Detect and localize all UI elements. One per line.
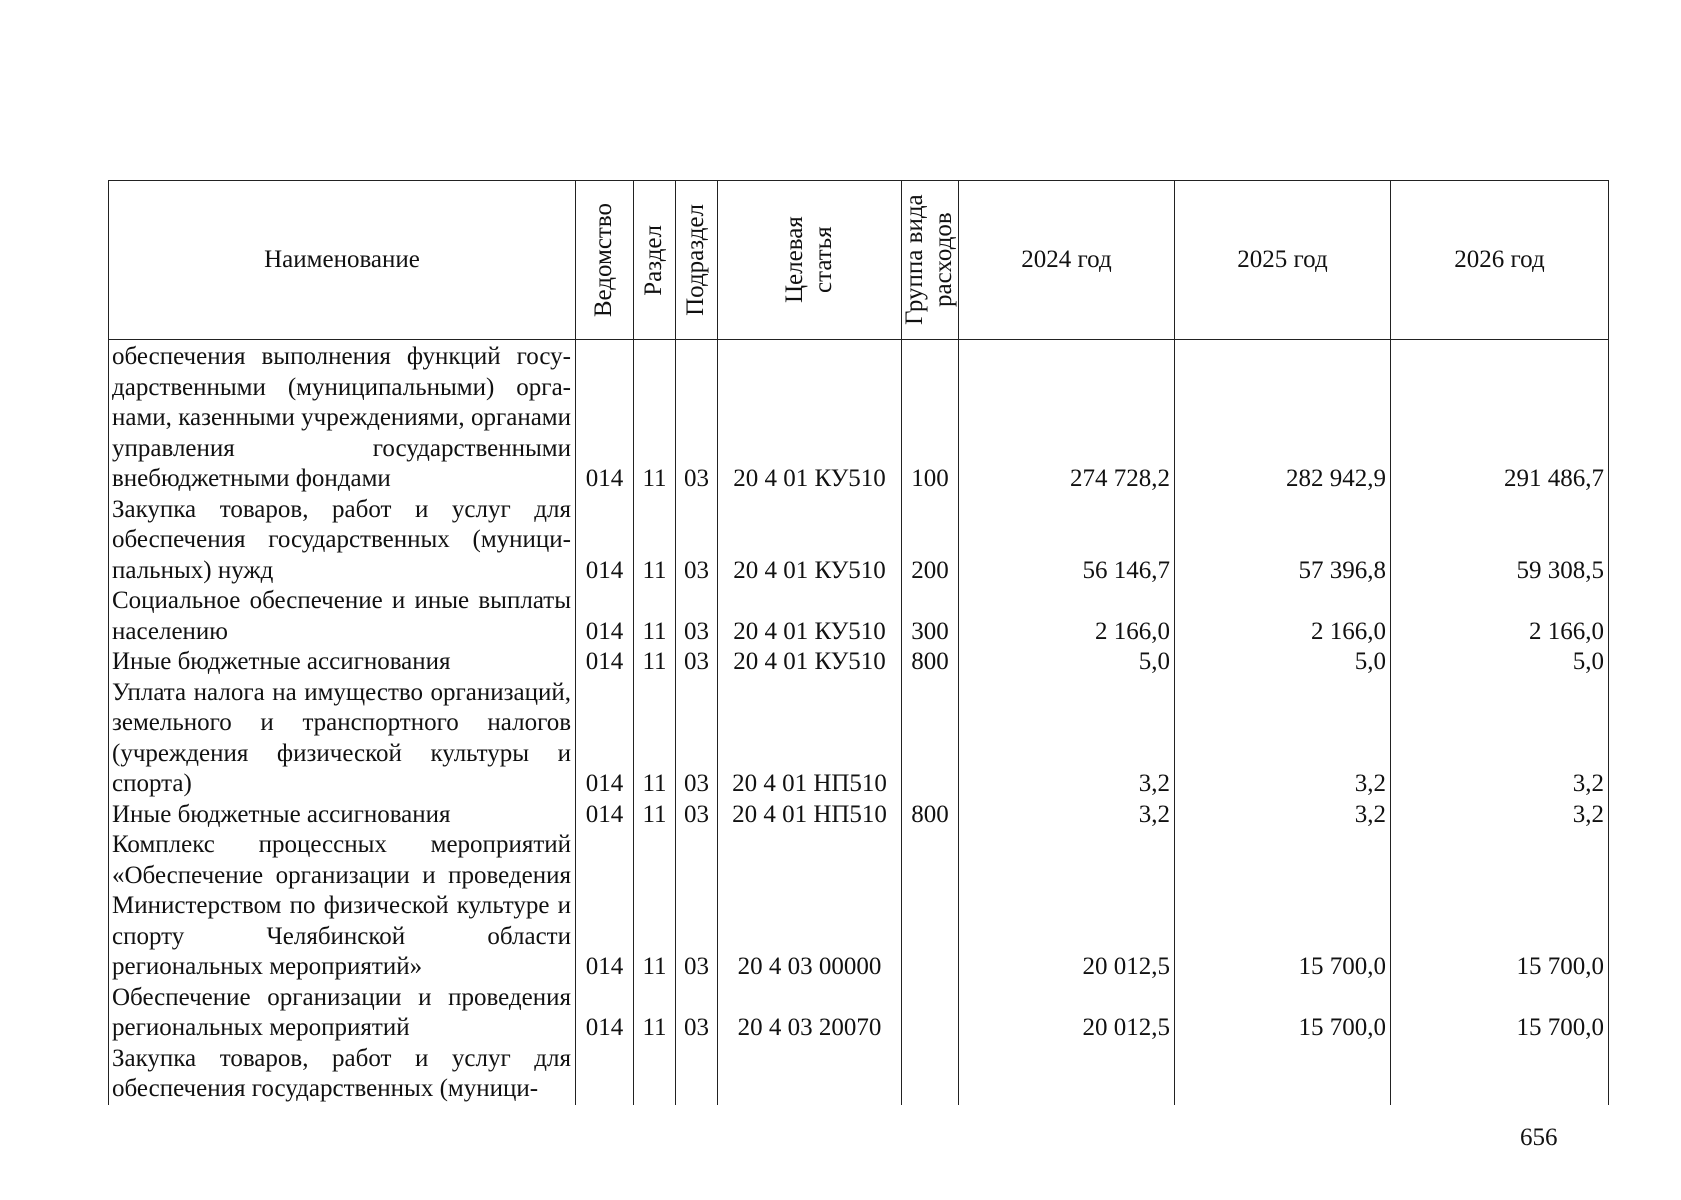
- cell-name: Иные бюджетные ассигнования: [109, 647, 576, 678]
- table-row: [109, 495, 1609, 587]
- table-row: [109, 647, 1609, 678]
- cell-2025: [1175, 1044, 1391, 1105]
- cell-2024: 5,0: [959, 647, 1175, 678]
- budget-table: [108, 180, 1609, 1105]
- cell-celevaya-statya: 20 4 03 00000: [718, 830, 902, 983]
- cell-name: Иные бюджетные ассигнования: [109, 800, 576, 831]
- cell-razdel: 11: [634, 800, 676, 831]
- cell-2024: [959, 1044, 1175, 1105]
- cell-gruppa-vida-rashodov: [902, 678, 959, 800]
- cell-podrazdel: 03: [676, 647, 718, 678]
- cell-2026: 3,2: [1391, 800, 1609, 831]
- cell-vedomstvo: 014: [576, 800, 634, 831]
- cell-vedomstvo: 014: [576, 495, 634, 587]
- cell-podrazdel: 03: [676, 983, 718, 1044]
- cell-2024: 3,2: [959, 800, 1175, 831]
- header-razdel: Раздел: [634, 181, 676, 340]
- cell-2025: 3,2: [1175, 678, 1391, 800]
- cell-2026: 59 308,5: [1391, 495, 1609, 587]
- cell-vedomstvo: 014: [576, 340, 634, 495]
- cell-celevaya-statya: [718, 1044, 902, 1105]
- table-row: [109, 586, 1609, 647]
- header-celevaya-statya: Целевая статья: [718, 181, 902, 340]
- cell-2026: 2 166,0: [1391, 586, 1609, 647]
- cell-vedomstvo: 014: [576, 983, 634, 1044]
- cell-2025: 15 700,0: [1175, 983, 1391, 1044]
- cell-podrazdel: 03: [676, 830, 718, 983]
- cell-vedomstvo: 014: [576, 678, 634, 800]
- cell-name: Социальное обеспечение и иные выплаты населению: [109, 586, 576, 647]
- cell-razdel: 11: [634, 678, 676, 800]
- cell-gruppa-vida-rashodov: 100: [902, 340, 959, 495]
- cell-gruppa-vida-rashodov: 300: [902, 586, 959, 647]
- cell-vedomstvo: 014: [576, 647, 634, 678]
- cell-2025: 5,0: [1175, 647, 1391, 678]
- cell-razdel: [634, 1044, 676, 1105]
- cell-razdel: 11: [634, 830, 676, 983]
- cell-podrazdel: 03: [676, 340, 718, 495]
- cell-2026: 5,0: [1391, 647, 1609, 678]
- cell-2026: 291 486,7: [1391, 340, 1609, 495]
- cell-podrazdel: 03: [676, 586, 718, 647]
- header-2026: 2026 год: [1391, 181, 1609, 340]
- cell-2024: 3,2: [959, 678, 1175, 800]
- cell-2025: 15 700,0: [1175, 830, 1391, 983]
- table-row: [109, 983, 1609, 1044]
- cell-vedomstvo: 014: [576, 830, 634, 983]
- cell-podrazdel: 03: [676, 495, 718, 587]
- cell-2026: 15 700,0: [1391, 830, 1609, 983]
- cell-vedomstvo: 014: [576, 586, 634, 647]
- cell-podrazdel: [676, 1044, 718, 1105]
- cell-gruppa-vida-rashodov: 800: [902, 800, 959, 831]
- cell-2024: 20 012,5: [959, 830, 1175, 983]
- cell-2025: 57 396,8: [1175, 495, 1391, 587]
- cell-name: Закупка товаров, работ и услуг для обеспечения государственных (муници-: [109, 1044, 576, 1105]
- cell-2025: 3,2: [1175, 800, 1391, 831]
- cell-celevaya-statya: 20 4 03 20070: [718, 983, 902, 1044]
- cell-2026: [1391, 1044, 1609, 1105]
- cell-celevaya-statya: 20 4 01 НП510: [718, 800, 902, 831]
- cell-name: Уплата налога на имущество организаций, земельного и транспортного налогов (учреждения физической культуры и спорта): [109, 678, 576, 800]
- cell-name: Закупка товаров, работ и услуг для обеспечения государственных (муниципальных) нужд: [109, 495, 576, 587]
- cell-2024: 20 012,5: [959, 983, 1175, 1044]
- cell-podrazdel: 03: [676, 800, 718, 831]
- cell-gruppa-vida-rashodov: [902, 830, 959, 983]
- cell-2024: 274 728,2: [959, 340, 1175, 495]
- cell-celevaya-statya: 20 4 01 КУ510: [718, 495, 902, 587]
- table-row: [109, 830, 1609, 983]
- header-name: Наименование: [109, 181, 576, 340]
- cell-razdel: 11: [634, 495, 676, 587]
- cell-2026: 15 700,0: [1391, 983, 1609, 1044]
- cell-name: Комплекс процессных мероприятий «Обеспечение организации и проведения Министерством по физической культуре и спорту Челябинской области региональных мероприятий»: [109, 830, 576, 983]
- table-row: [109, 678, 1609, 800]
- cell-celevaya-statya: 20 4 01 КУ510: [718, 647, 902, 678]
- header-2025: 2025 год: [1175, 181, 1391, 340]
- cell-gruppa-vida-rashodov: 800: [902, 647, 959, 678]
- cell-vedomstvo: [576, 1044, 634, 1105]
- cell-celevaya-statya: 20 4 01 НП510: [718, 678, 902, 800]
- table-row: [109, 800, 1609, 831]
- cell-gruppa-vida-rashodov: 200: [902, 495, 959, 587]
- header-2024: 2024 год: [959, 181, 1175, 340]
- cell-2024: 2 166,0: [959, 586, 1175, 647]
- cell-razdel: 11: [634, 983, 676, 1044]
- cell-gruppa-vida-rashodov: [902, 983, 959, 1044]
- cell-name: обеспечения выполнения функций государственными (муниципальными) органами, казенными учреждениями, органами управления государственными внебюджетными фондами: [109, 340, 576, 495]
- cell-celevaya-statya: 20 4 01 КУ510: [718, 340, 902, 495]
- cell-podrazdel: 03: [676, 678, 718, 800]
- header-podrazdel: Подраздел: [676, 181, 718, 340]
- cell-2026: 3,2: [1391, 678, 1609, 800]
- table-row: [109, 340, 1609, 495]
- cell-razdel: 11: [634, 586, 676, 647]
- cell-razdel: 11: [634, 340, 676, 495]
- cell-2025: 282 942,9: [1175, 340, 1391, 495]
- header-gruppa-vida-rashodov: Группа вида расходов: [902, 181, 959, 340]
- cell-gruppa-vida-rashodov: [902, 1044, 959, 1105]
- cell-name: Обеспечение организации и проведения региональных мероприятий: [109, 983, 576, 1044]
- table-row: [109, 1044, 1609, 1105]
- header-vedomstvo: Ведомство: [576, 181, 634, 340]
- page-number: 656: [1520, 1124, 1558, 1151]
- cell-celevaya-statya: 20 4 01 КУ510: [718, 586, 902, 647]
- table-body: [109, 340, 1609, 1105]
- cell-2025: 2 166,0: [1175, 586, 1391, 647]
- header-row: [109, 181, 1609, 340]
- cell-2024: 56 146,7: [959, 495, 1175, 587]
- cell-razdel: 11: [634, 647, 676, 678]
